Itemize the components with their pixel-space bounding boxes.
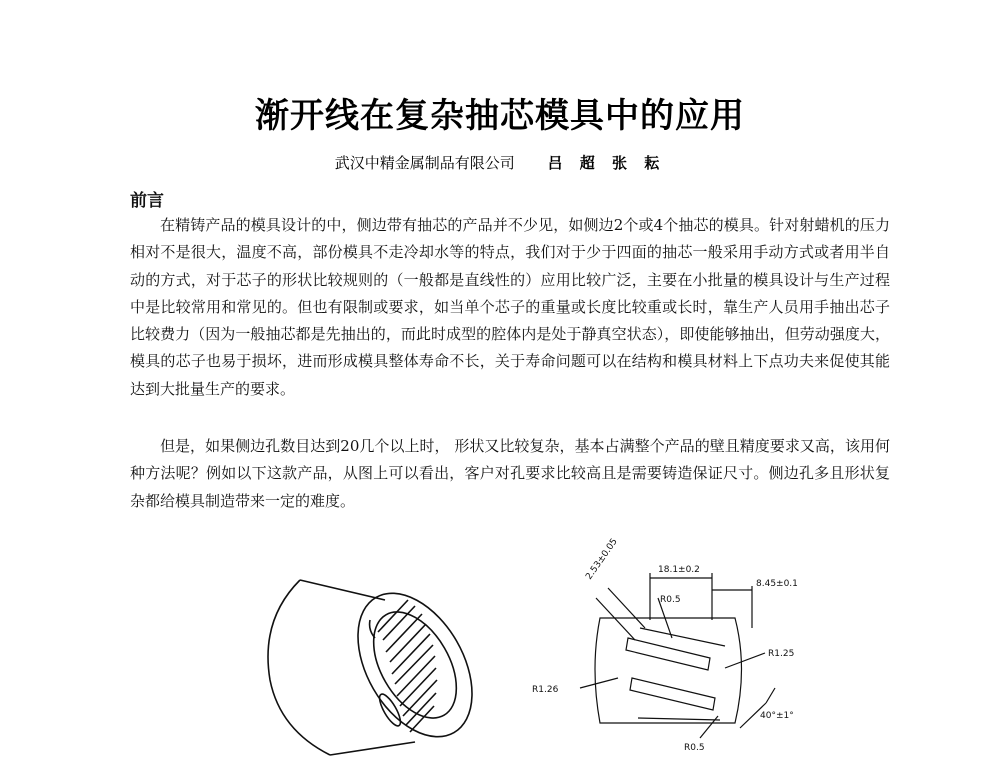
dim-width: 18.1±0.2 [658,565,700,575]
authors: 吕 超 张 耘 [547,154,666,172]
paragraph-2: 但是，如果侧边孔数目达到20几个以上时， 形状又比较复杂，基本占满整个产品的壁且精度要求又高，该用何种方法呢？例如以下这款产品，从图上可以看出，客户对孔要求比较高且是需要铸造保证尺寸。侧边孔多且形状复杂都给模具制造带来一定的难度。 [130,437,890,510]
section-heading: 前言 [130,191,164,211]
part-3d-illustration [240,560,500,760]
paragraph-1: 在精铸产品的模具设计的中，侧边带有抽芯的产品并不少见，如侧边2个或4个抽芯的模具。针对射蜡机的压力相对不是很大，温度不高，部份模具不走冷却水等的特点，我们对于少于四面的抽芯一般采用手动方式或者用半自动的方式，对于芯子的形状比较规则的（一般都是直线性的）应用比较广泛，主要在小批量的模具设计与生产过程中是比较常用和常见的。但也有限制或要求，如当单个芯子的重量或长度比较重或长时，靠生产人员用手抽出芯子比较费力（因为一般抽芯都是先抽出的，而此时成型的腔体内是处于静真空状态），即使能够抽出，但劳动强度大，模具的芯子也易于损坏，进而形成模具整体寿命不长，关于寿命问题可以在结构和模具材料上下点功夫来促使其能达到大批量生产的要求。 [130,216,890,398]
radius-right: R1.25 [768,649,795,659]
organization: 武汉中精金属制品有限公司 [334,154,515,172]
radius-left: R1.26 [532,685,559,695]
dim-right: 8.45±0.1 [756,579,798,589]
part-front-rim [334,573,495,756]
dim-angle-top: 2.53±0.05 [584,536,620,582]
byline [0,152,1000,173]
radius-top: R0.5 [660,595,681,605]
technical-drawing-svg [520,528,840,760]
angle-label: 40°±1° [760,711,794,721]
part-3d-svg [240,560,500,760]
radius-bottom: R0.5 [684,743,705,753]
part-inner-bore [357,598,474,732]
technical-drawing [520,528,840,760]
document-title: 渐开线在复杂抽芯模具中的应用 [255,96,745,136]
part-back-edge [268,580,330,755]
